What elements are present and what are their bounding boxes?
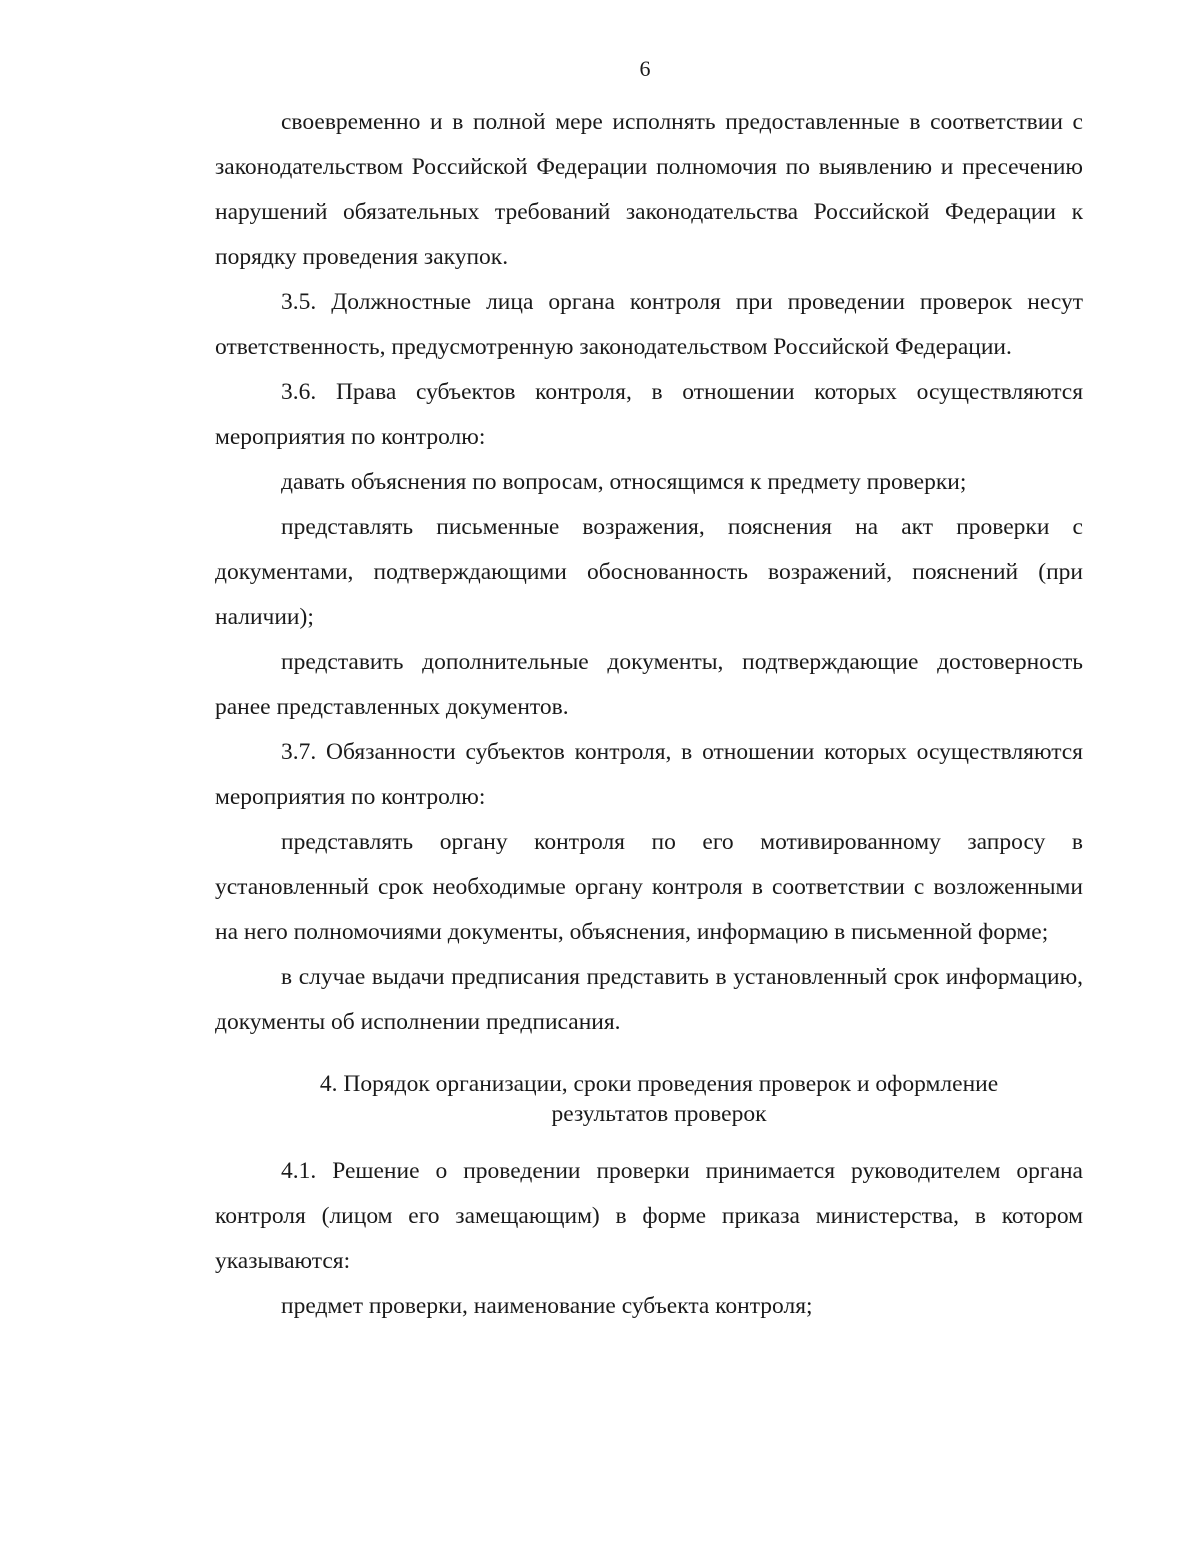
- paragraph-duties-continued: своевременно и в полной мере исполнять предоставленные в соответствии с законодательством Российской Федерации полномочия по выявлению и пресечению нарушений обязательных требований законодательства Российской Федерации к порядку проведения закупок.: [215, 109, 1083, 270]
- paragraph-inspection-subject: предмет проверки, наименование субъекта контроля;: [281, 1293, 813, 1319]
- paragraph-duty-prescription: в случае выдачи предписания представить в установленный срок информацию, документы об исполнении предписания.: [215, 964, 1083, 1035]
- document-body: [215, 100, 1083, 1329]
- section-heading-line-2: результатов проверок: [551, 1101, 767, 1127]
- paragraph-right-documents: представить дополнительные документы, подтверждающие достоверность ранее представленных документов.: [215, 649, 1083, 720]
- section-heading-line-1: 4. Порядок организации, сроки проведения проверок и оформление: [319, 1071, 999, 1097]
- paragraph-3-7: 3.7. Обязанности субъектов контроля, в отношении которых осуществляются мероприятия по контролю:: [215, 739, 1083, 810]
- paragraph-duty-provide: представлять органу контроля по его мотивированному запросу в установленный срок необходимые органу контроля в соответствии с возложенными на него полномочиями документы, объяснения, информацию в письменной форме;: [215, 829, 1083, 945]
- paragraph-3-6: 3.6. Права субъектов контроля, в отношении которых осуществляются мероприятия по контролю:: [215, 379, 1083, 450]
- paragraph-right-explanations: давать объяснения по вопросам, относящимся к предмету проверки;: [281, 469, 967, 495]
- section-heading: [215, 1069, 1083, 1129]
- page-number: 6: [639, 56, 651, 81]
- paragraph-3-5: 3.5. Должностные лица органа контроля при проведении проверок несут ответственность, предусмотренную законодательством Российской Федерации.: [215, 289, 1083, 360]
- paragraph-right-objections: представлять письменные возражения, пояснения на акт проверки с документами, подтверждающими обоснованность возражений, пояснений (при наличии);: [215, 514, 1083, 630]
- paragraph-4-1: 4.1. Решение о проведении проверки принимается руководителем органа контроля (лицом его замещающим) в форме приказа министерства, в котором указываются:: [215, 1158, 1083, 1274]
